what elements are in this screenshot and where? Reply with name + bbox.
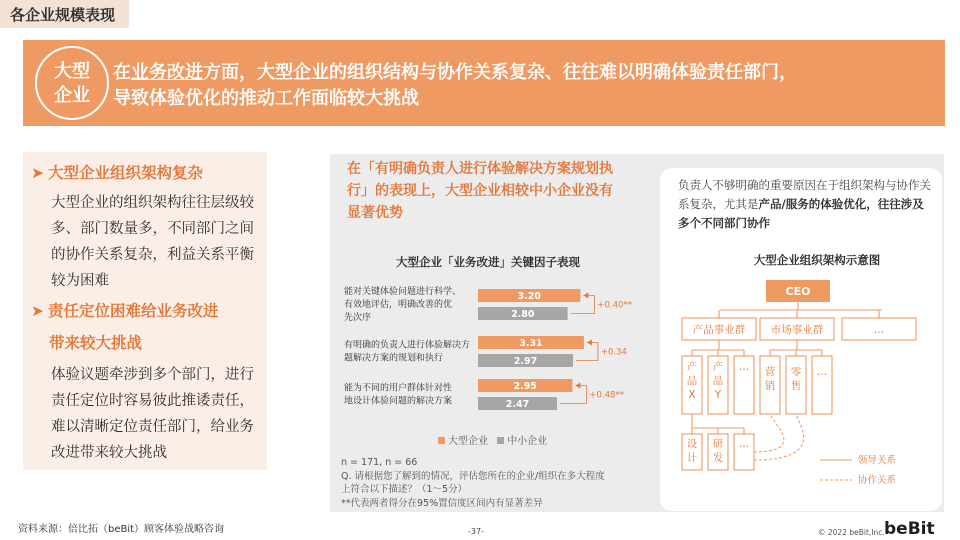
- note-question-1: Q. 请根据您了解到的情况，评估您所在的企业/组织在多大程度: [341, 470, 605, 482]
- arrow-bullet-icon: ➤: [31, 302, 44, 320]
- category-label: 先次序: [344, 313, 372, 323]
- survey-notes: [341, 456, 641, 510]
- finding-heading-2-text: 责任定位困难给业务改进: [48, 302, 219, 320]
- banner-line-1: [113, 60, 933, 86]
- product-unit-label: 产: [712, 361, 724, 373]
- product-unit-label: X: [688, 389, 696, 401]
- finding-body-1: 大型企业的组织架构往往层级较多、部门数量多，不同部门之间的协作关系复杂，利益关系平衡较为困难: [51, 195, 254, 289]
- copyright: © 2022 beBit,Inc.: [818, 528, 885, 537]
- function-unit-label: 设: [686, 438, 698, 450]
- category-label: 有明确的负责人进行体验解决方: [344, 340, 471, 351]
- market-unit-label: 售: [790, 380, 802, 392]
- ceo-label: CEO: [785, 285, 811, 298]
- market-unit-label: …: [816, 366, 828, 378]
- finding-heading-2: [31, 298, 219, 324]
- legend-label-large: 大型企业: [448, 436, 488, 447]
- badge-line-1: 大型: [54, 61, 90, 82]
- legend-lead-label: 领导关系: [858, 455, 897, 466]
- category-label: 能对关键体验问题进行科学、: [344, 287, 462, 297]
- banner-keyword: 业务改进: [131, 62, 203, 83]
- bebit-logo: beBit: [884, 519, 935, 539]
- product-unit-label: Y: [714, 389, 722, 401]
- category-label: 有效地评估，明确改善的优: [344, 300, 453, 310]
- note-significance: **代表两者得分在95%置信度区间内有显著差异: [341, 497, 543, 509]
- summary-banner: [23, 40, 945, 126]
- page-number: -37-: [468, 527, 484, 536]
- note-question-2: 上符合以下描述？（1～5分）: [341, 484, 468, 495]
- market-unit-label: 营: [764, 366, 776, 378]
- business-group-label: 产品事业群: [692, 324, 746, 336]
- banner-line-1-pre: 在: [113, 62, 131, 83]
- note-sample-size: n = 171, n = 66: [341, 457, 418, 468]
- product-unit-label: …: [738, 361, 750, 373]
- banner-line-2: 导致体验优化的推动工作面临较大挑战: [113, 88, 419, 109]
- org-chart-diagram: [660, 270, 944, 510]
- arrow-bullet-icon: ➤: [31, 164, 44, 182]
- category-label: 地设计体验问题的解决方案: [344, 396, 453, 407]
- product-unit-label: 品: [712, 375, 724, 387]
- section-tag: 各企业规模表现: [0, 0, 129, 28]
- diff-arrowhead: [587, 340, 592, 346]
- legend-collab-label: 协作关系: [858, 475, 897, 486]
- collab-line: [754, 414, 804, 460]
- market-unit-box: [812, 356, 832, 414]
- diff-label: +0.48**: [589, 390, 624, 401]
- banner-headline: [113, 60, 933, 112]
- market-unit-label: 销: [764, 380, 776, 392]
- market-unit-label: 零: [790, 366, 802, 378]
- chart-title: 大型企业「业务改进」关键因子表现: [396, 255, 580, 269]
- finding-body-2: 体验议题牵涉到多个部门，进行责任定位时容易彼此推诿责任，难以清晰定位责任部门，给业务改进带来较大挑战: [51, 367, 254, 461]
- product-unit-label: 品: [686, 375, 698, 387]
- legend-label-sme: 中小企业: [507, 436, 548, 447]
- key-insight-text: 在「有明确负责人进行体验解决方案规划执行」的表现上，大型企业相较中小企业没有显著优势: [347, 161, 613, 221]
- legend-swatch-sme: [497, 437, 504, 444]
- function-unit-label: 发: [712, 452, 724, 464]
- business-group-label: 市场事业群: [770, 324, 824, 336]
- banner-line-1-post: 方面，大型企业的组织结构与协作关系复杂、往往难以明确体验责任部门，: [203, 62, 797, 83]
- diff-arrowhead: [575, 383, 580, 389]
- company-size-badge: [35, 46, 109, 120]
- org-chart-title: 大型企业组织架构示意图: [753, 253, 881, 267]
- bar-value-label: 2.97: [513, 356, 538, 367]
- product-unit-label: 产: [686, 361, 698, 373]
- business-group-label: …: [873, 324, 885, 336]
- org-description-text: 负责人不够明确的重要原因在于组织架构与协作关系复杂，尤其是: [678, 178, 931, 211]
- bar-value-label: 2.80: [511, 309, 535, 320]
- function-unit-label: 研: [712, 438, 724, 450]
- chart-legend: [432, 432, 547, 447]
- bar-value-label: 3.31: [519, 338, 543, 349]
- function-unit-label: 计: [686, 452, 698, 464]
- factor-bar-chart: [336, 280, 636, 430]
- collab-line: [754, 414, 784, 452]
- finding-heading-1-text: 大型企业组织架构复杂: [48, 164, 204, 182]
- bar-value-label: 2.95: [513, 381, 537, 392]
- source-note: 资料来源：倍比拓（beBit）顾客体验战略咨询: [18, 524, 225, 535]
- category-label: 题解决方案的规划和执行: [344, 353, 444, 364]
- function-unit-label: …: [738, 438, 750, 450]
- diff-label: +0.34: [600, 347, 627, 358]
- category-label: 能为不同的用户群体针对性: [344, 383, 453, 394]
- finding-heading-2-cont: 带来较大挑战: [49, 334, 143, 352]
- badge-line-2: 企业: [54, 85, 90, 106]
- diff-label: +0.40**: [597, 300, 632, 311]
- diff-arrowhead: [583, 293, 588, 299]
- bar-value-label: 2.47: [505, 399, 530, 410]
- bar-value-label: 3.20: [517, 291, 541, 302]
- legend-swatch-large: [438, 437, 445, 444]
- org-description: [678, 176, 934, 233]
- org-description-emphasis: 产品/服务的体验优化，往往涉及多个不同部门协作: [678, 197, 924, 230]
- finding-heading-1: [31, 160, 203, 186]
